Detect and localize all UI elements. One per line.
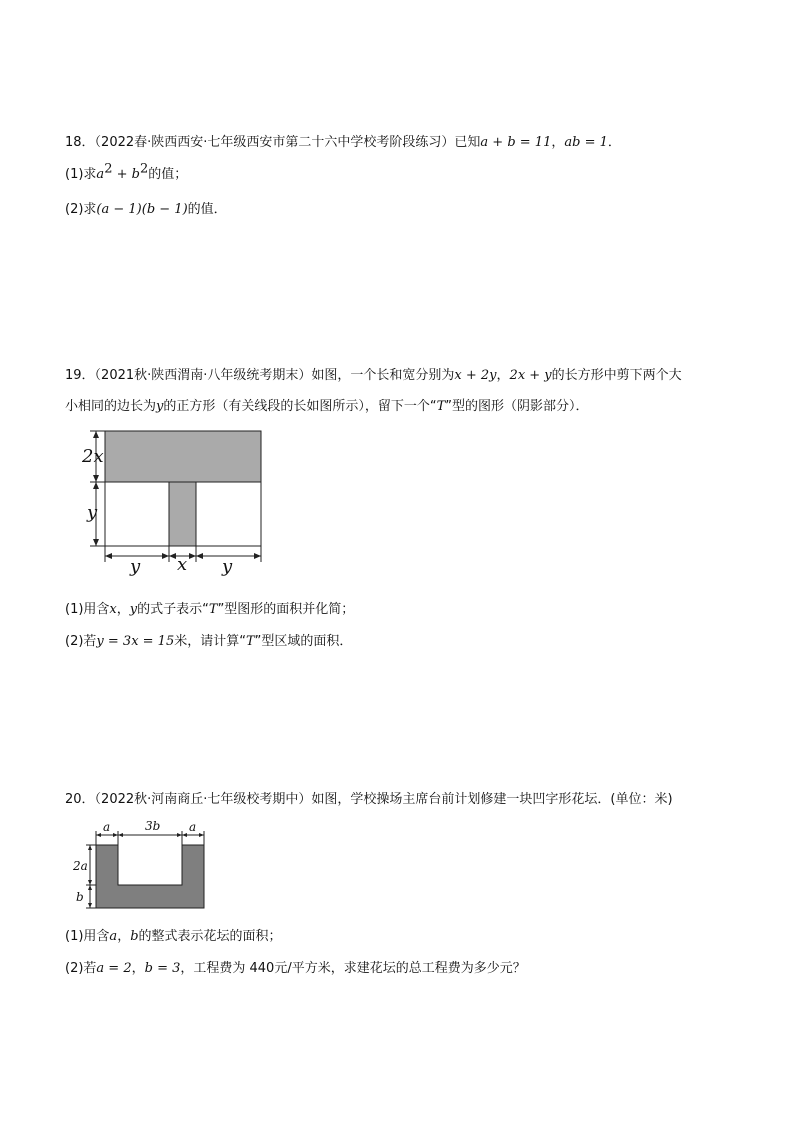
q20-part2	[65, 960, 526, 978]
q19-part2-text3: ”型区域的面积．	[254, 634, 353, 649]
q20-part1-var-b: b	[130, 929, 139, 944]
q19-left-square	[105, 482, 169, 546]
q19-separator: ，	[496, 368, 510, 383]
q20-label-2a: 2a	[73, 859, 88, 873]
q19-stem-text3: 小相同的边长为	[65, 399, 157, 414]
q20-stem	[65, 791, 673, 809]
q19-label-y-bottom-left: y	[130, 556, 141, 577]
q19-part2-expression: y = 3x = 15	[96, 634, 175, 649]
q18-part1-exp1: 2	[104, 161, 113, 177]
q19-part2-text2: 米，请计算“	[174, 634, 246, 649]
q20-part1-sep: ，	[117, 929, 131, 944]
q19-label-x-bottom: x	[177, 554, 188, 575]
q19-label-y-bottom-right: y	[222, 556, 233, 577]
q19-part1-T: T	[208, 602, 218, 617]
q19-number: 19．	[65, 368, 95, 383]
q20-figure	[70, 818, 215, 913]
q19-figure	[80, 428, 270, 578]
q18-part2	[65, 201, 227, 219]
q19-part1-text2: 的式子表示“	[137, 602, 209, 617]
q18-separator: ，	[551, 135, 565, 150]
q20-part1-text2: 的整式表示花坛的面积；	[138, 929, 282, 944]
q19-part1-var-y: y	[129, 602, 138, 617]
q20-part2-cond-b: b = 3	[144, 961, 181, 976]
q19-part1	[65, 601, 354, 619]
q18-part2-end: 的值．	[187, 202, 227, 217]
q19-source: （2021秋·陕西渭南·八年级统考期末）	[94, 368, 312, 383]
q20-part2-text2: ，工程费为 440元/平方米，求建花坛的总工程费为多少元？	[180, 961, 526, 976]
q18-source: （2022春·陕西西安·七年级西安市第二十六中学校考阶段练习）	[94, 135, 455, 150]
q18-part1-exp2: 2	[139, 161, 149, 177]
q20-shaded-u	[96, 845, 204, 908]
q19-label-2x: 2x	[82, 446, 104, 467]
q19-part1-text1: (1)用含	[65, 602, 110, 617]
q18-part1-end: 的值；	[148, 167, 188, 182]
q20-part2-text1: (2)若	[65, 961, 97, 976]
q19-shaded-stem	[169, 482, 196, 546]
q18-part1-var-b: b	[131, 167, 140, 182]
q19-width-expression: 2x + y	[509, 368, 552, 383]
q18-part1-var-a: a	[96, 167, 105, 182]
q20-label-a-right: a	[189, 820, 197, 834]
q18-part2-expression: (a − 1)(b − 1)	[96, 202, 188, 217]
q18-stem-end: ．	[607, 135, 621, 150]
q19-length-expression: x + 2y	[454, 368, 497, 383]
q18-stem	[65, 134, 621, 152]
q19-part2	[65, 633, 352, 651]
q19-label-y-left: y	[87, 502, 98, 523]
q19-stem-text5: ”型的图形（阴影部分）．	[445, 399, 589, 414]
q19-part1-sep: ，	[116, 602, 130, 617]
q20-source: （2022秋·河南商丘·七年级校考期中）	[94, 792, 312, 807]
q19-shaded-top	[105, 431, 261, 482]
q18-part1	[65, 161, 188, 184]
q20-part2-sep: ，	[131, 961, 145, 976]
q20-label-a-left: a	[103, 820, 111, 834]
q18-part1-plus: +	[112, 167, 132, 182]
q19-stem-line2	[65, 398, 589, 416]
q20-part2-cond-a: a = 2	[96, 961, 132, 976]
q20-part1-var-a: a	[109, 929, 118, 944]
q20-label-b: b	[76, 890, 84, 904]
q18-condition-product: ab = 1	[564, 135, 608, 150]
q19-stem-text1: 如图，一个长和宽分别为	[311, 368, 455, 383]
q18-part1-label: (1)求	[65, 167, 97, 182]
q20-stem-text: 如图，学校操场主席台前计划修建一块凹字形花坛．(单位：米)	[311, 792, 673, 807]
q20-number: 20．	[65, 792, 95, 807]
q19-stem-text4: 的正方形（有关线段的长如图所示），留下一个“	[163, 399, 437, 414]
q19-var-y: y	[156, 399, 164, 414]
q19-stem-line1	[65, 367, 682, 385]
q20-label-3b: 3b	[145, 819, 161, 833]
q20-part1-text1: (1)用含	[65, 929, 110, 944]
q19-part1-var-x: x	[109, 602, 117, 617]
q19-right-square	[196, 482, 261, 546]
q19-part1-text3: ”型图形的面积并化简；	[217, 602, 355, 617]
q18-number: 18．	[65, 135, 95, 150]
q18-stem-text: 已知	[454, 135, 481, 150]
q19-stem-text2: 的长方形中剪下两个大	[551, 368, 682, 383]
q18-part2-label: (2)求	[65, 202, 97, 217]
q19-T-letter: T	[436, 399, 446, 414]
q19-part2-T: T	[245, 634, 255, 649]
q20-part1	[65, 928, 282, 946]
q18-condition-sum: a + b = 11	[480, 135, 552, 150]
q19-part2-text1: (2)若	[65, 634, 97, 649]
